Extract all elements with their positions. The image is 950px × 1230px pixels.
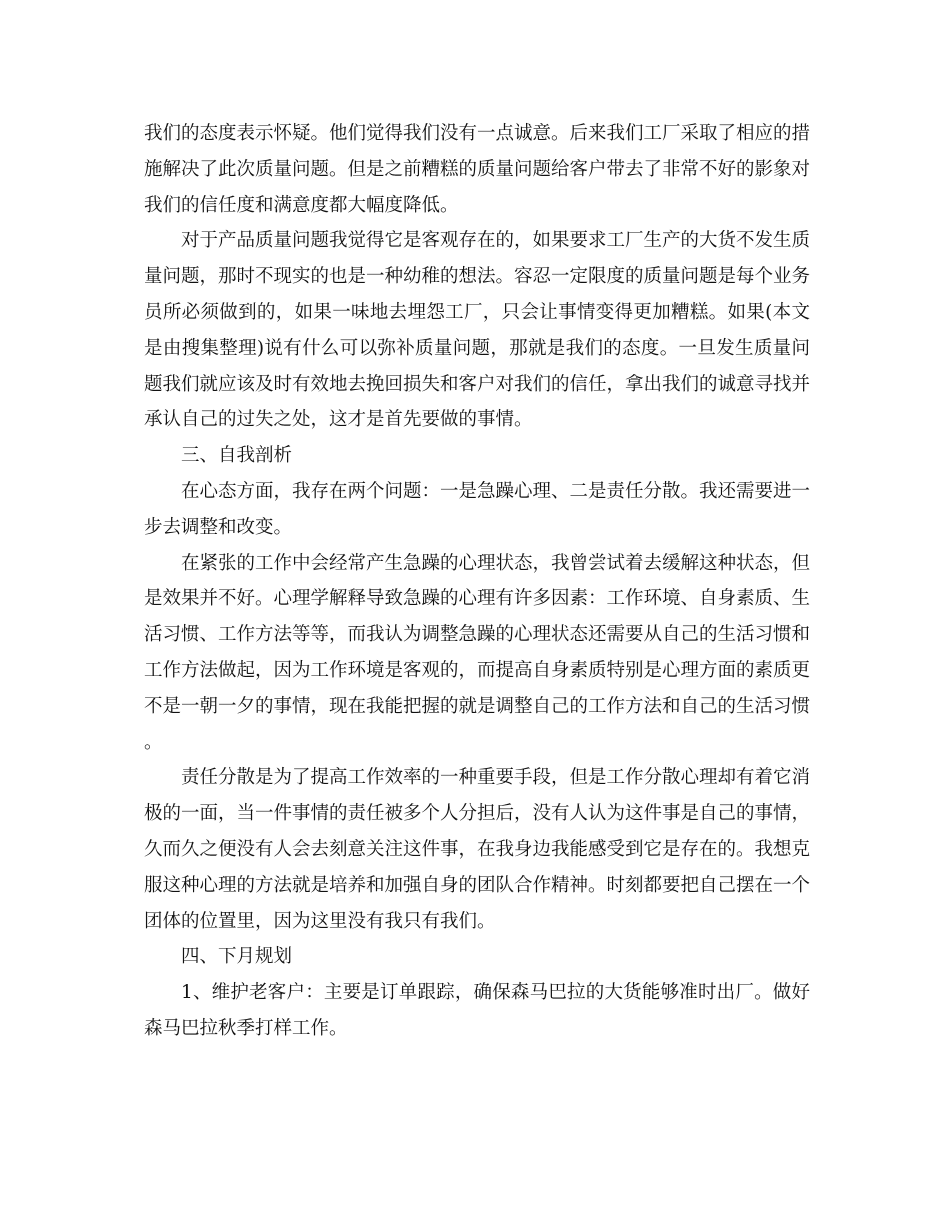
- paragraph-responsibility: 责任分散是为了提高工作效率的一种重要手段，但是工作分散心理却有着它消极的一面，当一件事情的责任被多个人分担后，没有人认为这件事是自己的事情，久而久之便没有人会去刻意关注这件事，在我身边我能感受到它是存在的。我想克服这种心理的方法就是培养和加强自身的团队合作精神。时刻都要把自己摆在一个团体的位置里，因为这里没有我只有我们。: [144, 767, 811, 932]
- paragraph-continuation: 我们的态度表示怀疑。他们觉得我们没有一点诚意。后来我们工厂采取了相应的措施解决了此次质量问题。但是之前糟糕的质量问题给客户带去了非常不好的影象对我们的信任度和满意度都大幅度降低。: [144, 123, 811, 216]
- document-body: [144, 116, 810, 1047]
- paragraph-plan-item-1: 1、维护老客户：主要是订单跟踪，确保森马巴拉的大货能够准时出厂。做好森马巴拉秋季打样工作。: [144, 982, 810, 1039]
- section-heading-next-month-plan: 四、下月规划: [181, 946, 293, 968]
- section-heading-self-analysis: 三、自我剖析: [181, 445, 293, 467]
- paragraph-mindset: 在心态方面，我存在两个问题：一是急躁心理、二是责任分散。我还需要进一步去调整和改变。: [144, 480, 811, 538]
- paragraph-impatience: 在紧张的工作中会经常产生急躁的心理状态，我曾尝试着去缓解这种状态，但是效果并不好。心理学解释导致急躁的心理有许多因素：工作环境、自身素质、生活习惯、工作方法等等，而我认为调整急躁的心理状态还需要从自己的生活习惯和工作方法做起，因为工作环境是客观的，而提高自身素质特别是心理方面的素质更不是一朝一夕的事情，现在我能把握的就是调整自己的工作方法和自己的生活习惯。: [144, 552, 811, 753]
- paragraph-quality-attitude: 对于产品质量问题我觉得它是客观存在的，如果要求工厂生产的大货不发生质量问题，那时不现实的也是一种幼稚的想法。容忍一定限度的质量问题是每个业务员所必须做到的，如果一味地去埋怨工厂，只会让事情变得更加糟糕。如果(本文是由搜集整理)说有什么可以弥补质量问题，那就是我们的态度。一旦发生质量问题我们就应该及时有效地去挽回损失和客户对我们的信任，拿出我们的诚意寻找并承认自己的过失之处，这才是首先要做的事情。: [144, 230, 811, 431]
